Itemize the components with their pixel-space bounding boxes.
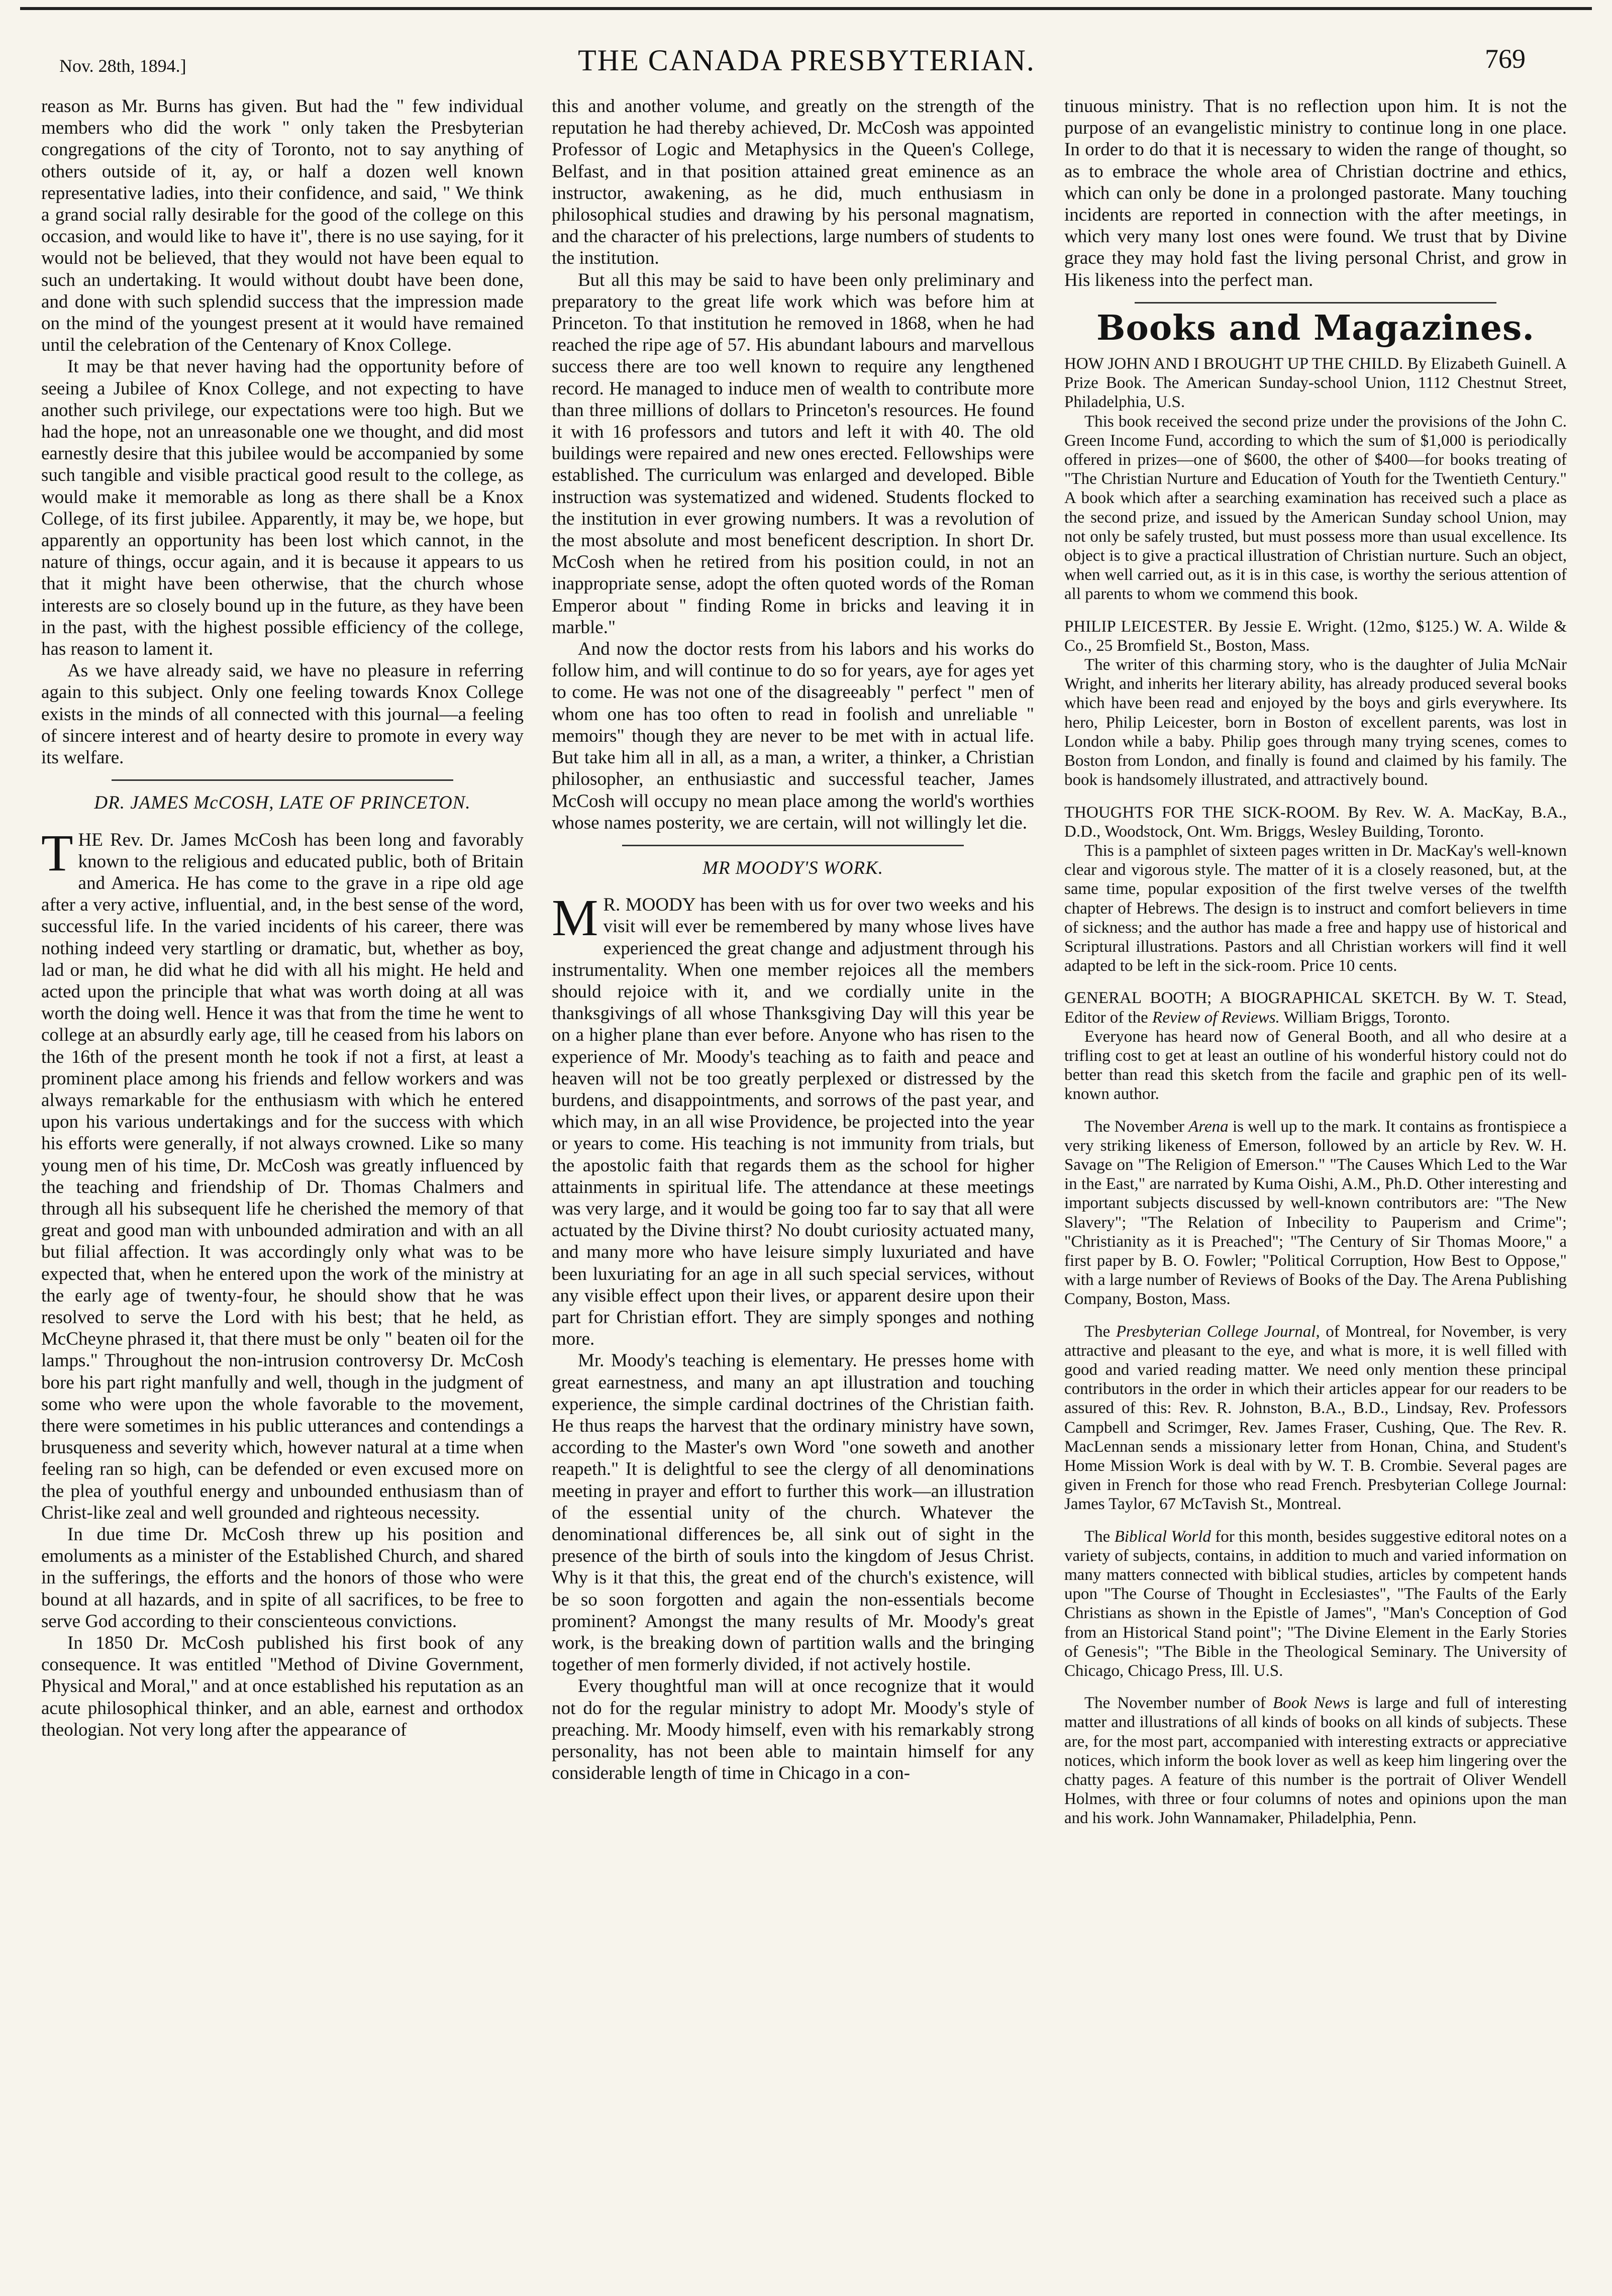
book-entry-body: This is a pamphlet of sixteen pages written in Dr. MacKay's well-known clear and vigorous style. The matter of it is a closely reasoned, but, at the same time, popular exposition of the first twelve verses of the twelfth chapter of Hebrews. The design is to instruct and comfort believers in time of sickness; and the author has made a free and happy use of historical and Scriptural illustrations. Pastors and all Christian workers will find it well adapted to be left in the sick-room. Price 10 cents. bbox=[1064, 841, 1567, 975]
book-reviews bbox=[1064, 354, 1567, 1828]
magazine-notice bbox=[1064, 1693, 1567, 1828]
book-entry-body: The writer of this charming story, who is the daughter of Julia McNair Wright, and inherits her literary ability, has already produced several books which have been read and enjoyed by the boys and girls everywhere. Its hero, Philip Leicester, born in Boston of excellent parents, was lost in London while a baby. Philip goes through many trying scenes, comes to Boston from London, and finally is found and claimed by his family. The book is handsomely illustrated, and attractively bound. bbox=[1064, 656, 1567, 789]
section-divider bbox=[112, 779, 453, 781]
magazine-notice bbox=[1064, 1117, 1567, 1309]
drop-cap: T bbox=[41, 824, 73, 882]
drop-cap: M bbox=[552, 889, 598, 947]
notice-text: The November number of bbox=[1084, 1694, 1273, 1713]
section-divider bbox=[622, 845, 964, 846]
article-lead-paragraph bbox=[41, 824, 524, 1524]
notice-text: is well up to the mark. It contains as frontispiece a very striking likeness of Emerson, followed by an article by Rev. W. H. Savage on "The Religion of Emerson." "The Causes Which Led to the War in the East," are narrated by Kuma Oishi, A.M., Ph.D. Other interesting and important subjects discussed by well-known contributors are: "The New Slavery"; "The Relation of Inbecility to Pauperism and Crime"; "Christianity as it is Preached"; "The Century of Sir Thomas Moore," a first paper by B. O. Fowler; "Political Corruption, How Best to Oppose," with a large number of Reviews of Books of the Day. The Arena Publishing Company, Boston, Mass. bbox=[1064, 1117, 1567, 1309]
paragraph-text: HE Rev. Dr. James McCosh has been long and favorably known to the religious and educated public, both of Britain and America. He has come to the grave in a ripe old age after a very active, influential, and, in the best sense of the word, successful life. In the varied incidents of his career, there was nothing indeed very startling or dramatic, but, whether as boy, lad or man, he did what he did with all his might. He held and acted upon the principle that what was worth doing at all was worth the doing well. Hence it was that from the time he went to college at an absurdly early age, till he ceased from his labors on the 16th of the present month he took if not a first, at least a prominent place among his friends and fellow workers and was always remarkable for the enthusiasm with which he entered upon his various undertakings and for the success with which his efforts were generally, if not always crowned. Like so many young men of his time, Dr. McCosh was greatly influenced by the teaching and friendship of Dr. Thomas Chalmers and through all his subsequent life he cherished the memory of that great and good man with unbounded admiration and with an all but filial affection. It was accordingly only what was to be expected that, when he entered upon the work of the ministry at the early age of twenty-four, he should show that he was resolved to serve the Lord with his best; that he held, as McCheyne phrased it, that there must be only " beaten oil for the lamps." Throughout the non-intrusion controversy Dr. McCosh bore his part right manfully and well, though in the judgment of some who were upon the whole favorable to the movement, there were sometimes in his public utterances and contendings a brusqueness and severity which, however natural at a time when feeling ran so high, can be defended or even excused more on the plea of youthful energy and unbounded enthusiasm than of Christ-like zeal and well grounded and righteous necessity. bbox=[41, 829, 524, 1523]
article-title-mccosh: DR. JAMES McCOSH, LATE OF PRINCETON. bbox=[94, 792, 471, 814]
paragraph-text: R. MOODY has been with us for over two weeks and his visit will ever be remembered by many whose lives have experienced the great change and adjustment through his instrumentality. When one member rejoices all the members should rejoice with it, and we cordially unite in the thanksgivings of all whose Thanksgiving Day will this year be on a higher plane than ever before. Anyone who has risen to the experience of Mr. Moody's teaching as to faith and peace and heaven will not be too greatly perplexed or distressed by the burdens, and disappointments, and sorrows of the past year, and which may, in an all wise Providence, be projected into the year or years to come. His teaching is not immunity from trials, but the apostolic faith that regards them as the school for higher attainments in spiritual life. The attendance at these meetings was very large, and it would be going too far to say that all were actuated by the Divine thirst? No doubt curiosity actuated many, and many more who have leisure simply luxuriated and have been luxuriating for an age in all such special services, without any visible effect upon their lives, or apparent desire upon their part for Christian effort. They are simply sponges and nothing more. bbox=[552, 894, 1034, 1350]
book-entry-heading: PHILIP LEICESTER. By Jessie E. Wright. (12mo, $125.) W. A. Wilde & Co., 25 Bromfield St., Boston, Mass. bbox=[1064, 617, 1567, 655]
paragraph: Mr. Moody's teaching is elementary. He presses home with great earnestness, and many an apt illustration and touching experience, the simple cardinal doctrines of the Christian faith. He thus reaps the harvest that the ordinary ministry have sown, according to the Master's own Word "one soweth and another reapeth." It is delightful to see the clergy of all denominations meeting in prayer and effort to further this work—an illustration of the essential unity of the church. Whatever the denominational differences be, all sink out of sight in the presence of the birth of souls into the kingdom of Jesus Christ. Why is it that this, the great end of the church's existence, will be so soon forgotten and again the non-essentials become prominent? Amongst the many results of Mr. Moody's great work, is the breaking down of partition walls and the bringing together of men formerly divided, if not actively hostile. bbox=[552, 1350, 1034, 1675]
masthead-title: THE CANADA PRESBYTERIAN. bbox=[578, 44, 1035, 77]
top-border-rule bbox=[20, 7, 1592, 10]
section-heading-books: Books and Magazines. bbox=[1096, 308, 1535, 348]
article-title-moody: MR MOODY'S WORK. bbox=[702, 857, 883, 878]
book-entry-body: This book received the second prize under the provisions of the John C. Green Income Fund, according to which the sum of $1,000 is periodically offered in prizes—one of $600, the other of $400—for books treating of "The Christian Nurture and Education of Youth for the Twentieth Century." A book which after a searching examination has received such a place as the second prize, and issued by the American Sunday school Union, may not only be safely trusted, but must possess more than usual excellence. Its object is to give a practical illustration of Christian nurture. Such an object, when well carried out, as it is in this case, is worthy the serious attention of all parents to whom we commend this book. bbox=[1064, 412, 1567, 604]
paragraph: But all this may be said to have been only preliminary and preparatory to the great life work which was before him at Princeton. To that institution he removed in 1868, when he had reached the ripe age of 57. His abundant labours and marvellous success there are too well known to require any lengthened record. He managed to induce men of wealth to contribute more than three millions of dollars to Princeton's resources. He found it with 16 professors and tutors and left it with 40. The old buildings were repaired and new ones erected. Fellowships were established. The curriculum was enlarged and developed. Bible instruction was systematized and widened. Students flocked to the institution in ever growing numbers. It was a revolution of the most absolute and most beneficent description. In short Dr. McCosh when he retired from his position could, in not an inappropriate sense, adopt the often quoted words of the Roman Emperor about " finding Rome in bricks and leaving it in marble." bbox=[552, 269, 1034, 638]
book-entry-heading: HOW JOHN AND I BROUGHT UP THE CHILD. By Elizabeth Guinell. A Prize Book. The American Sunday-school Union, 1112 Chestnut Street, Philadelphia, U.S. bbox=[1064, 355, 1567, 412]
paragraph: Every thoughtful man will at once recognize that it would not do for the regular ministry to adopt Mr. Moody's style of preaching. Mr. Moody himself, even with his remarkably strong personality, has not been able to maintain himself for any considerable length of time in Chicago in a con- bbox=[552, 1676, 1034, 1784]
magazine-notice bbox=[1064, 1322, 1567, 1514]
heading-text: GENERAL BOOTH; A BIOGRAPHICAL SKETCH. By W. T. Stead, Editor of the bbox=[1064, 989, 1567, 1027]
notice-text: for this month, besides suggestive editoral notes on a variety of subjects, contains, in addition to much and varied information on many matters connected with biblical studies, articles by competent hands upon "The Course of Thought in Ecclesiastes", "The Faults of the Early Christians as shown in the Epistle of James", "Man's Conception of God from an Historical Stand point"; "The Divine Element in the Early Stories of Genesis"; "The Bible in the Theological Seminary. The University of Chicago, Chicago Press, Ill. U.S. bbox=[1064, 1527, 1567, 1680]
paragraph: In due time Dr. McCosh threw up his position and emoluments as a minister of the Established Church, and shared in the sufferings, the efforts and the honors of those who were bound at all hazards, and in spite of all sacrifices, to be free to serve God according to their conscienteous convictions. bbox=[41, 1524, 524, 1632]
paragraph: this and another volume, and greatly on the strength of the reputation he had thereby achieved, Dr. McCosh was appointed Professor of Logic and Metaphysics in the Queen's College, Belfast, and in that position attained great eminence as an instructor, awakening, as he did, much enthusiasm in philosophical studies and drawing by his personal magnatism, and the character of his prelections, large numbers of students to the institution. bbox=[552, 96, 1034, 269]
paragraph: And now the doctor rests from his labors and his works do follow him, and will continue to do so for years, aye for ages yet to come. He was not one of the disagreeably " perfect " men of whom one has too often to read in foolish and unreliable " memoirs" though they are never to be met with in actual life. But take him all in all, as a man, a writer, a thinker, a Christian philosopher, an enthusiastic and successful teacher, James McCosh will occupy no mean place among the world's worthies whose names posterity, we are certain, will not willingly let die. bbox=[552, 639, 1034, 833]
notice-text: of Montreal, for November, is very attractive and pleasant to the eye, and what is more, it is well filled with good and varied reading matter. We need only mention these principal contributors in the order in which their articles appear for our readers to be assured of this: Rev. R. Johnston, B.A., B.D., Lindsay, Rev. Professors Campbell and Scrimger, Rev. James Fraser, Cushing, Que. The Rev. R. MacLennan sends a missionary letter from Honan, China, and Student's Home Mission Work is deal with by W. T. B. Crombie. Several pages are given in French for those who read French. Presbyterian College Journal: James Taylor, 67 McTavish St., Montreal. bbox=[1064, 1322, 1567, 1514]
notice-text: The bbox=[1084, 1322, 1116, 1341]
paragraph: In 1850 Dr. McCosh published his first book of any consequence. It was entitled "Method of Divine Government, Physical and Moral," and at once established his reputation as an acute philosophical thinker, and an able, earnest and orthodox theologian. Not very long after the appearance of bbox=[41, 1633, 524, 1740]
magazine-title: Book News bbox=[1272, 1694, 1350, 1713]
book-entry-heading: THOUGHTS FOR THE SICK-ROOM. By Rev. W. A. MacKay, B.A., D.D., Woodstock, Ont. Wm. Briggs, Wesley Building, Toronto. bbox=[1064, 803, 1567, 841]
notice-text: The bbox=[1084, 1527, 1115, 1546]
paragraph: reason as Mr. Burns has given. But had the " few individual members who did the work " only taken the Presbyterian congregations of the city of Toronto, not to say anything of others outside of it, ay, or half a dozen well known representative ladies, into their confidence, and said, " We think a grand social rally desirable for the good of the college on this occasion, and would like to have it", there is no use saying, for it would not be believed, that they would not have been equal to such an undertaking. It would without doubt have been done, and done with such splendid success that the impression made on the mind of the youngest present at it would have remained until the celebration of the Centenary of Knox College. bbox=[41, 96, 524, 356]
section-divider bbox=[1135, 302, 1496, 304]
heading-italic: Review of Reviews. bbox=[1152, 1008, 1280, 1027]
paragraph: It may be that never having had the opportunity before of seeing a Jubilee of Knox College, and not expecting to have another such privilege, our expectations were too high. But we had the hope, not an unreasonable one we thought, and did most earnestly desire that this jubilee would be accompanied by some such tangible and visible practical good result to the college, as would make it memorable as long as there shall be a Knox College, of its first jubilee. Apparently, it may be, we hope, but apparently an opportunity has been lost which cannot, in the nature of things, occur again, and it is because it appears to us that it might have been otherwise, that the church whose interests are so closely bound up in the future, as they have been in the past, with the highest possible efficiency of the college, has reason to lament it. bbox=[41, 356, 524, 660]
paragraph: tinuous ministry. That is no reflection upon him. It is not the purpose of an evangelistic ministry to continue long in one place. In order to do that it is necessary to widen the range of thought, so as to embrace the whole area of Christian doctrine and ethics, which can only be done in a prolonged pastorate. Many touching incidents are reported in connection with the after meetings, in which very many lost ones were found. We trust that by Divine grace they may hold fast the living personal Christ, and grow in His likeness into the perfect man. bbox=[1064, 96, 1567, 290]
book-entry-body: Everyone has heard now of General Booth, and all who desire at a trifling cost to get at least an outline of his wonderful history could not do better than read this sketch from the facile and graphic pen of its well-known author. bbox=[1064, 1027, 1567, 1104]
book-entry-heading bbox=[1064, 988, 1567, 1027]
notice-text: is large and full of interesting matter and illustrations of all kinds of books on all kinds of subjects. These are, for the most part, accompanied with interesting extracts or appreciative notices, which inform the book lover as well as keep him lingering over the chatty pages. A feature of this number is the portrait of Oliver Wendell Holmes, with three or four columns of notes and opinions upon the man and his work. John Wannamaker, Philadelphia, Penn. bbox=[1064, 1694, 1567, 1828]
issue-date: Nov. 28th, 1894.] bbox=[59, 56, 186, 76]
magazine-title: Biblical World bbox=[1114, 1527, 1211, 1546]
page-number: 769 bbox=[1485, 44, 1526, 74]
column-1 bbox=[41, 95, 524, 1741]
magazine-notice bbox=[1064, 1527, 1567, 1681]
notice-text: The November bbox=[1084, 1117, 1189, 1136]
column-2 bbox=[552, 95, 1034, 1784]
magazine-title: Presbyterian College Journal, bbox=[1116, 1322, 1320, 1341]
magazine-title: Arena bbox=[1188, 1117, 1229, 1136]
heading-text: William Briggs, Toronto. bbox=[1279, 1008, 1450, 1027]
paragraph: As we have already said, we have no pleasure in referring again to this subject. Only one feeling towards Knox College exists in the minds of all connected with this journal—a feeling of sincere interest and of hearty desire to promote in every way its welfare. bbox=[41, 660, 524, 768]
article-lead-paragraph bbox=[552, 889, 1034, 1350]
column-3 bbox=[1064, 95, 1567, 1828]
